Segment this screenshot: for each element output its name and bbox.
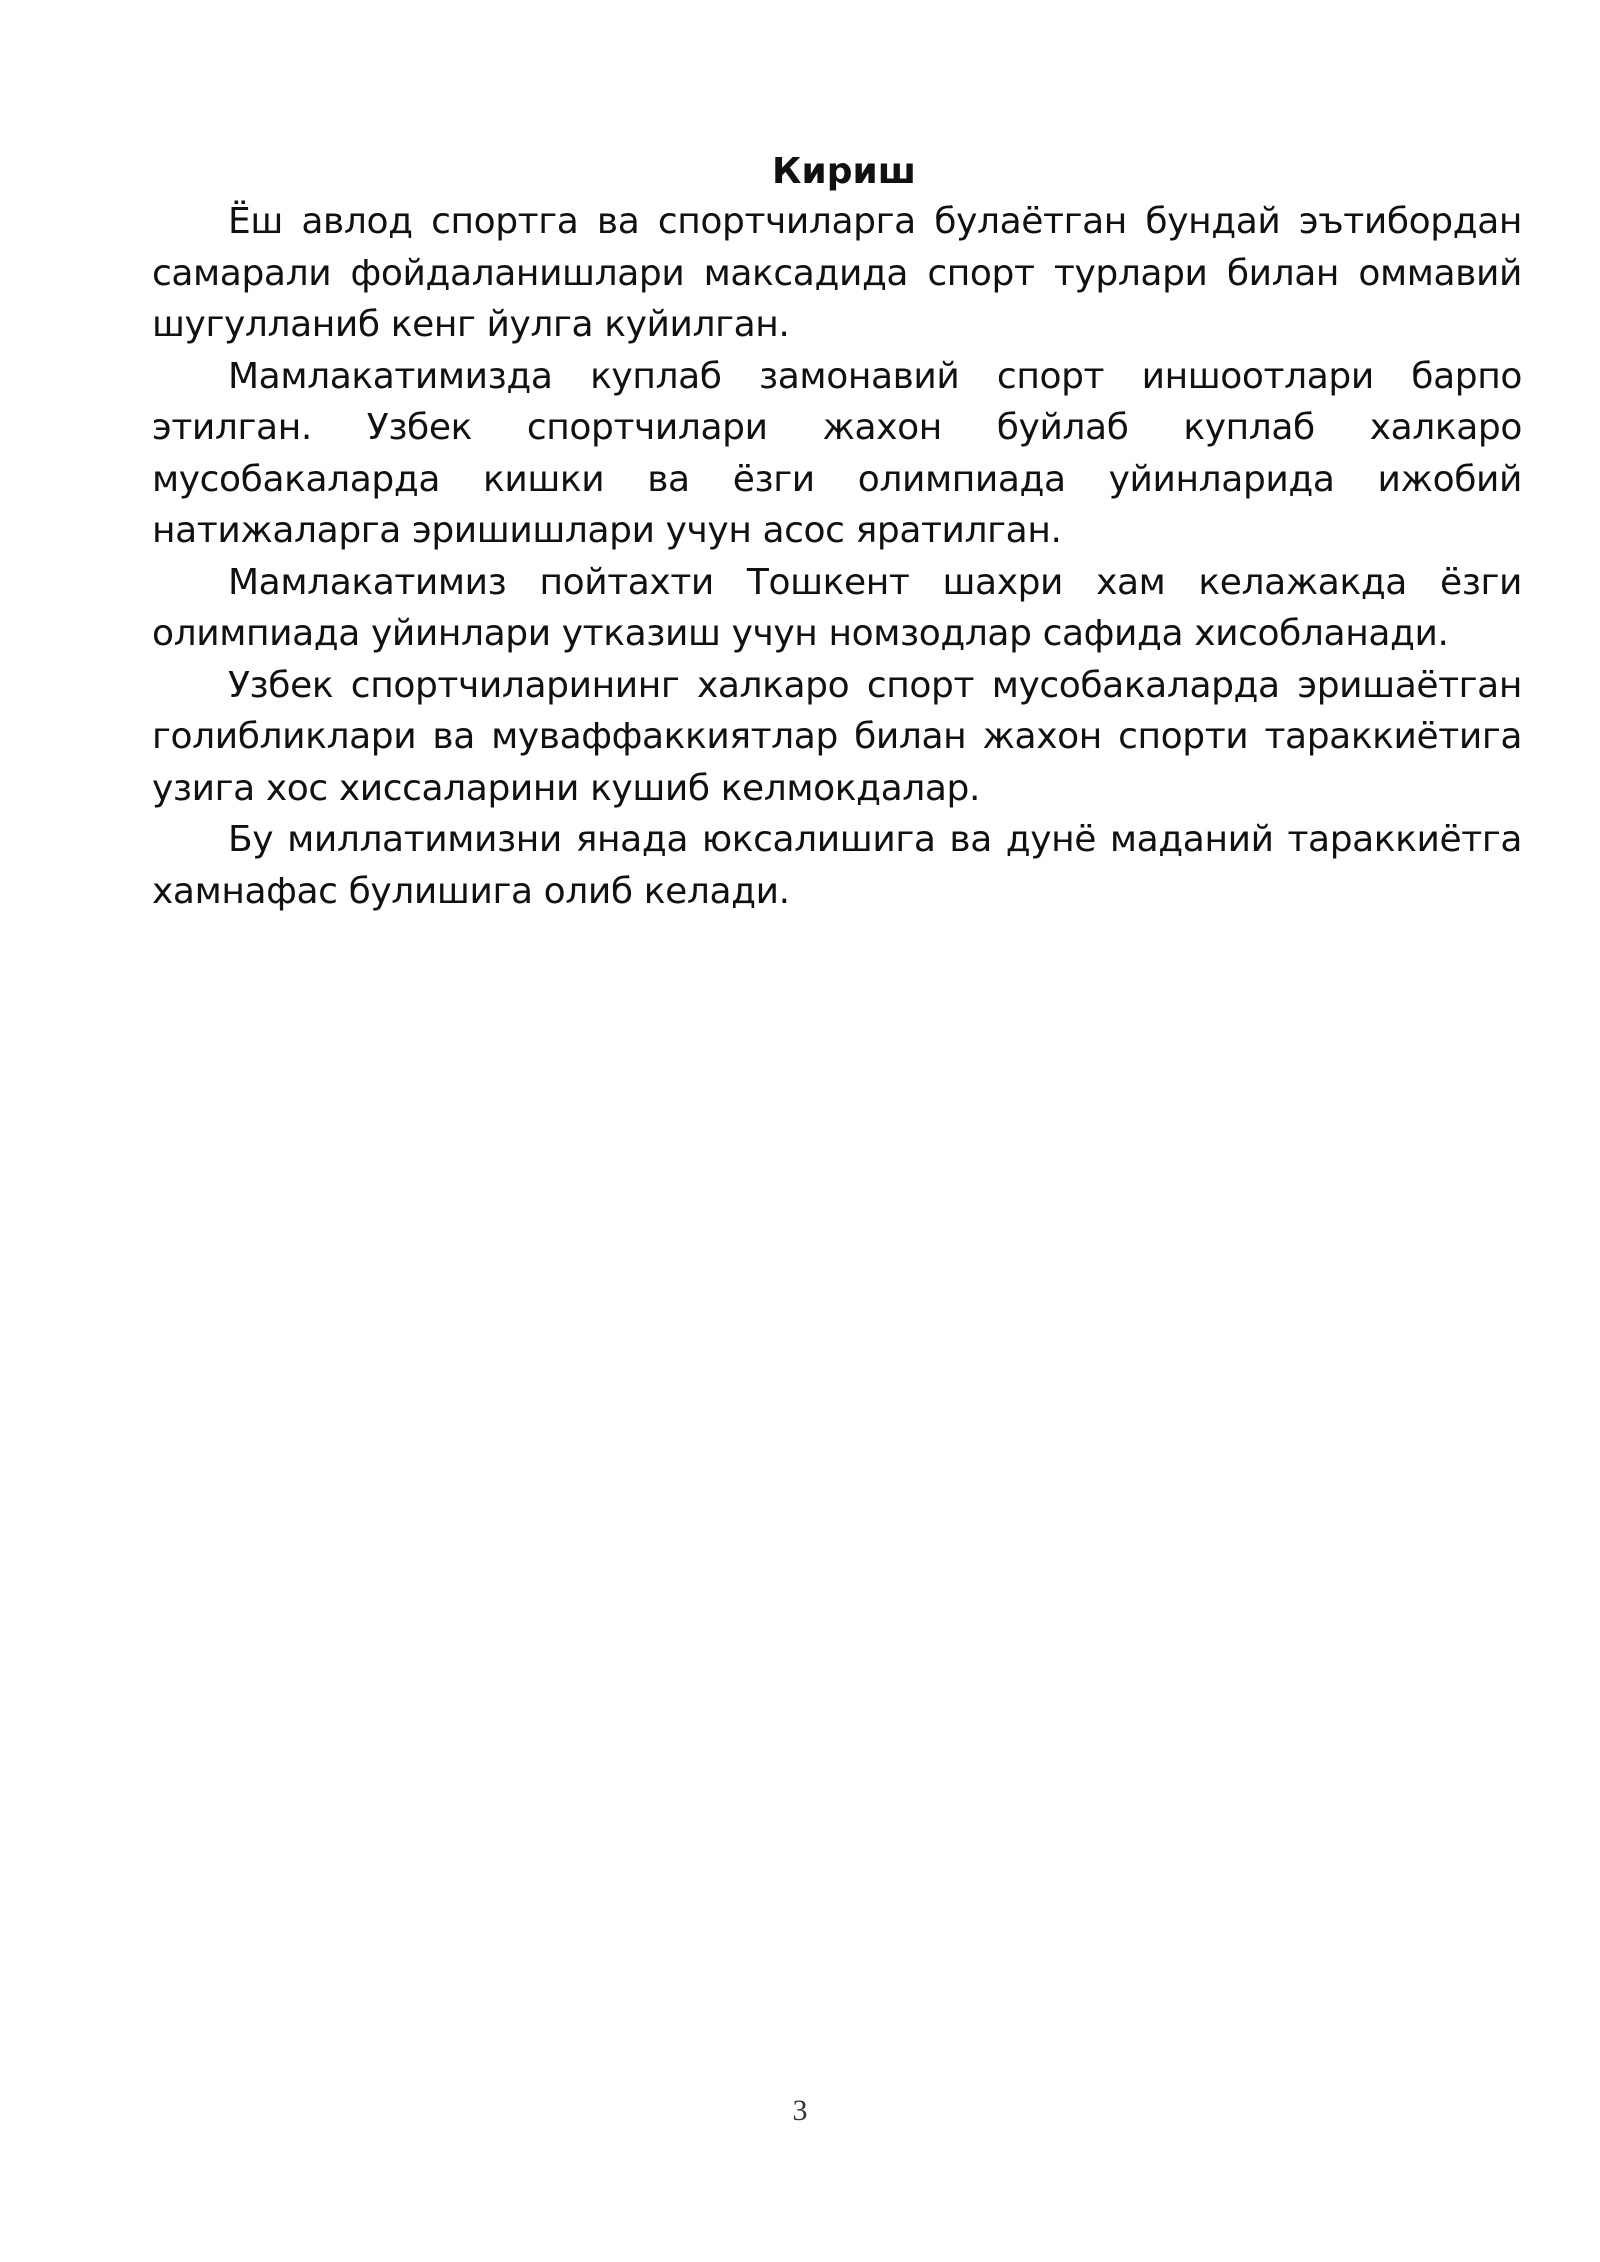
paragraph-5: Бу миллатимизни янада юксалишига ва дунё маданий тараккиётга хамнафас булишига олиб келади. [152, 819, 1522, 912]
paragraph-2: Мамлакатимизда куплаб замонавий спорт иншоотлари барпо этилган. Узбек спортчилари жахон буйлаб куплаб халкаро мусобакаларда кишки ва ёзги олимпиада уйинларида ижобий натижаларга эришишлари учун асос яратилган. [152, 355, 1522, 551]
paragraph-1: Ёш авлод спортга ва спортчиларга булаётган бундай эътибордан самарали фойдаланишлари максадида спорт турлари билан оммавий шугулланиб кенг йулга куйилган. [152, 201, 1522, 345]
document-body [152, 146, 1522, 917]
paragraph-4: Узбек спортчиларининг халкаро спорт мусобакаларда эришаётган голибликлари ва муваффаккиятлар билан жахон спорти тараккиётига узига хос хиссаларини кушиб келмокдалар. [152, 664, 1522, 809]
page-title: Кириш [772, 151, 916, 192]
paragraph-3: Мамлакатимиз пойтахти Тошкент шахри хам келажакда ёзги олимпиада уйинлари утказиш учун номзодлар сафида хисобланади. [152, 561, 1522, 654]
page-number: 3 [792, 2094, 808, 2127]
